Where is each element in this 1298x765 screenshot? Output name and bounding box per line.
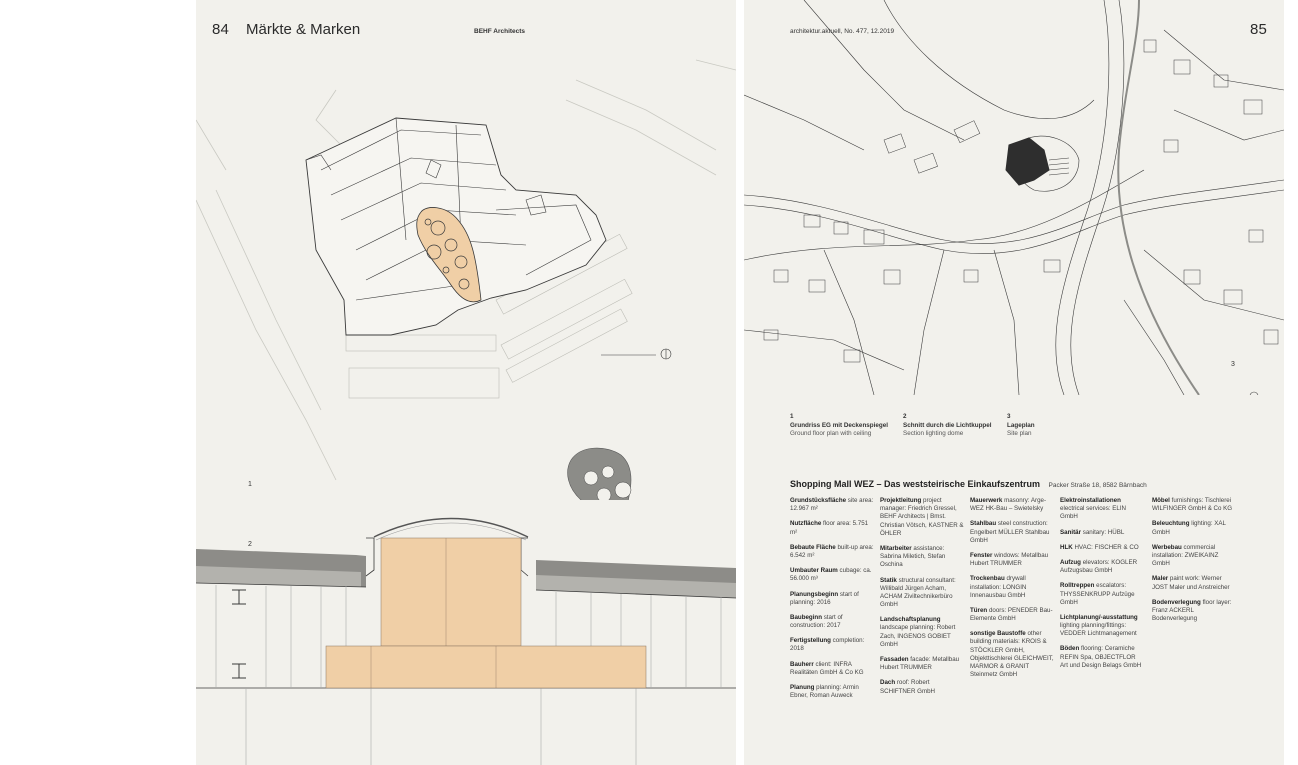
credit-key: Planung — [790, 684, 815, 691]
credit-entry — [1060, 582, 1144, 607]
credit-key: Baubeginn — [790, 613, 822, 621]
credit-key: Böden — [1060, 645, 1080, 653]
credit-value: roof: Robert SCHIFTNER GmbH — [880, 679, 936, 695]
credits-column-5 — [1152, 497, 1236, 630]
credit-value: lighting: XAL GmbH — [1152, 520, 1226, 536]
credit-entry — [790, 637, 874, 653]
credit-value: commercial installation: ZWEIKAINZ GmbH — [1152, 543, 1219, 568]
credit-value: escalators: THYSSENKRUPP Aufzüge GmbH — [1060, 582, 1135, 606]
credit-value: structural consultant: Willibald Jürgen Acham, ACHAM Ziviltechnikerbüro GmbH — [880, 576, 956, 609]
credit-entry — [970, 630, 1054, 679]
credit-key: Türen — [970, 606, 988, 614]
credit-entry — [790, 567, 874, 583]
caption-1 — [790, 413, 900, 439]
credit-key: Fenster — [970, 551, 993, 559]
credit-value: elevators: KOGLER Aufzugsbau GmbH — [1060, 558, 1138, 575]
credits-column-3 — [970, 497, 1054, 686]
credit-entry — [970, 520, 1054, 545]
credit-value: landscape planning: Robert Zach, INGENOS GOBIET GmbH — [880, 624, 956, 648]
caption-en: Section lighting dome — [903, 430, 964, 437]
credit-entry — [880, 616, 964, 649]
caption-number: 2 — [903, 413, 907, 420]
page-number-left: 84 — [212, 21, 230, 38]
credit-value: client: INFRA Realitäten GmbH & Co KG — [790, 660, 864, 676]
credit-value: assistance: Sabrina Miletich, Stefan Oschina — [880, 544, 946, 569]
credit-key: Planungsbeginn — [790, 590, 839, 598]
mall-address: Packer Straße 18, 8582 Bärnbach — [1048, 482, 1147, 489]
section-title: Märkte & Marken — [246, 21, 361, 38]
credit-value: flooring: Ceramiche REFIN Spa, OBJECTFLOR Art und Design Belags GmbH — [1060, 645, 1142, 669]
credit-key: Mauerwerk — [970, 497, 1003, 504]
credit-value: masonry: Arge-WEZ HK-Bau – Swietelsky — [970, 497, 1047, 513]
credit-key: Landschaftsplanung — [880, 616, 941, 624]
credit-entry — [1060, 559, 1144, 575]
architect-label: BEHF Architects — [474, 28, 526, 35]
credit-value: lighting planning/fittings: VEDDER Lichtmanagement — [1060, 622, 1137, 638]
journal-reference: architektur.aktuell, No. 477, 12.2019 — [790, 28, 895, 35]
credit-value: doors: PENEDER Bau-Elemente GmbH — [970, 606, 1053, 623]
credit-entry — [1152, 599, 1236, 624]
credit-key: Umbauter Raum — [790, 567, 838, 575]
credit-key: Beleuchtung — [1152, 520, 1190, 528]
credit-value: planning: Armin Ebner, Roman Auweck — [790, 684, 859, 700]
credit-key: Dach — [880, 679, 896, 687]
credit-entry — [880, 545, 964, 570]
site-plan-map — [744, 0, 1284, 395]
credit-key: Werbebau — [1152, 543, 1182, 551]
page-number-right: 85 — [1250, 21, 1268, 38]
credit-key: Trockenbau — [970, 575, 1005, 583]
credit-entry — [1152, 544, 1236, 569]
credit-key: Möbel — [1152, 497, 1170, 504]
caption-number: 1 — [790, 413, 794, 420]
fig1-number: 1 — [248, 481, 252, 488]
credit-key: Fassaden — [880, 656, 909, 663]
credit-value: paint work: Werner JOST Maler und Anstreicher — [1152, 575, 1230, 591]
credit-key: Bauherr — [790, 660, 814, 668]
credit-value: drywall installation: LONGIN Innenausbau GmbH — [970, 575, 1027, 599]
credit-key: Aufzug — [1060, 558, 1081, 566]
caption-de: Grundriss EG mit Deckenspiegel — [790, 421, 888, 429]
credit-value: steel construction: Engelbert MÜLLER Stahlbau GmbH — [970, 520, 1050, 544]
credit-value: HVAC: FISCHER & CO — [1074, 543, 1139, 551]
credit-key: Nutzfläche — [790, 520, 822, 528]
caption-en: Ground floor plan with ceiling — [790, 430, 872, 437]
credit-value: floor layer: Franz ACKERL Bodenverlegung — [1152, 598, 1232, 623]
credit-entry — [880, 679, 964, 695]
credit-value: furnishings: Tischlerei WILFINGER GmbH & Co KG — [1152, 497, 1233, 513]
caption-en: Site plan — [1007, 430, 1032, 437]
mall-heading — [790, 474, 1147, 492]
credit-value: completion: 2018 — [790, 637, 865, 653]
credit-key: Bebaute Fläche — [790, 543, 836, 551]
credit-entry — [790, 684, 874, 700]
credit-value: sanitary: HÜBL — [1082, 528, 1125, 536]
credit-value: site area: 12.967 m² — [790, 497, 874, 513]
credit-entry — [880, 497, 964, 538]
credit-key: Maler — [1152, 575, 1169, 583]
credit-entry — [1060, 544, 1144, 552]
section-drawing — [196, 0, 736, 765]
caption-de: Schnitt durch die Lichtkuppel — [903, 421, 992, 429]
left-page — [196, 0, 736, 765]
credits-column-1 — [790, 497, 874, 707]
credit-key: Lichtplanung/-ausstattung — [1060, 613, 1138, 621]
credit-entry — [970, 607, 1054, 623]
credit-key: Statik — [880, 576, 897, 584]
caption-3 — [1007, 413, 1087, 439]
credit-value: start of construction: 2017 — [790, 613, 843, 630]
credit-entry — [1060, 645, 1144, 670]
credit-key: Mitarbeiter — [880, 544, 912, 552]
credit-key: Sanitär — [1060, 528, 1081, 536]
credit-entry — [790, 497, 874, 513]
credit-key: Stahlbau — [970, 520, 997, 528]
credit-entry — [970, 575, 1054, 600]
credits-column-2 — [880, 497, 964, 703]
fig3-number: 3 — [1231, 361, 1235, 368]
credit-key: HLK — [1060, 543, 1073, 551]
credit-entry — [1060, 497, 1144, 522]
credits-column-4 — [1060, 497, 1144, 677]
credit-entry — [790, 591, 874, 607]
credit-key: Elektroinstallationen — [1060, 497, 1121, 504]
credit-entry — [1060, 529, 1144, 537]
credit-entry — [790, 661, 874, 677]
credit-key: Bodenverlegung — [1152, 598, 1201, 606]
credit-value: electrical services: ELIN GmbH — [1060, 505, 1127, 521]
credit-entry — [790, 520, 874, 536]
caption-number: 3 — [1007, 413, 1011, 420]
fig2-number: 2 — [248, 541, 252, 548]
credit-entry — [880, 577, 964, 610]
right-page — [744, 0, 1284, 765]
credit-value: project manager: Friedrich Gressel, BEHF Architects | Bmst. Christian Vötsch, KASTNER & ÖHLER — [880, 497, 964, 537]
credit-entry — [1060, 614, 1144, 639]
caption-2 — [903, 413, 1013, 439]
credit-value: start of planning: 2016 — [790, 590, 859, 606]
credit-entry — [1152, 520, 1236, 536]
credit-value: other building materials: KROIS & STÖCKLER GmbH, Objekttischlerei GLEICHWEIT, MARMOR & GRANIT Steinmetz GmbH — [970, 630, 1054, 679]
credit-entry — [970, 497, 1054, 513]
credit-entry — [880, 656, 964, 672]
credit-value: facade: Metallbau Hubert TRUMMER — [880, 656, 960, 672]
credit-key: Fertigstellung — [790, 637, 831, 645]
credit-entry — [790, 544, 874, 560]
credit-value: built-up area: 6.542 m² — [790, 543, 874, 559]
credit-key: Projektleitung — [880, 497, 922, 504]
credit-value: floor area: 5.751 m² — [790, 520, 869, 536]
credit-key: sonstige Baustoffe — [970, 630, 1026, 638]
credit-entry — [1152, 575, 1236, 591]
credit-value: cubage: ca. 56.000 m³ — [790, 567, 872, 583]
credit-entry — [970, 552, 1054, 568]
mall-title: Shopping Mall WEZ – Das weststeirische Einkaufszentrum — [790, 479, 1041, 489]
credit-value: windows: Metallbau Hubert TRUMMER — [970, 551, 1049, 568]
credit-entry — [790, 614, 874, 630]
caption-de: Lageplan — [1007, 421, 1035, 429]
credit-entry — [1152, 497, 1236, 513]
credit-key: Grundstücksfläche — [790, 497, 847, 504]
credit-key: Rolltreppen — [1060, 582, 1095, 590]
